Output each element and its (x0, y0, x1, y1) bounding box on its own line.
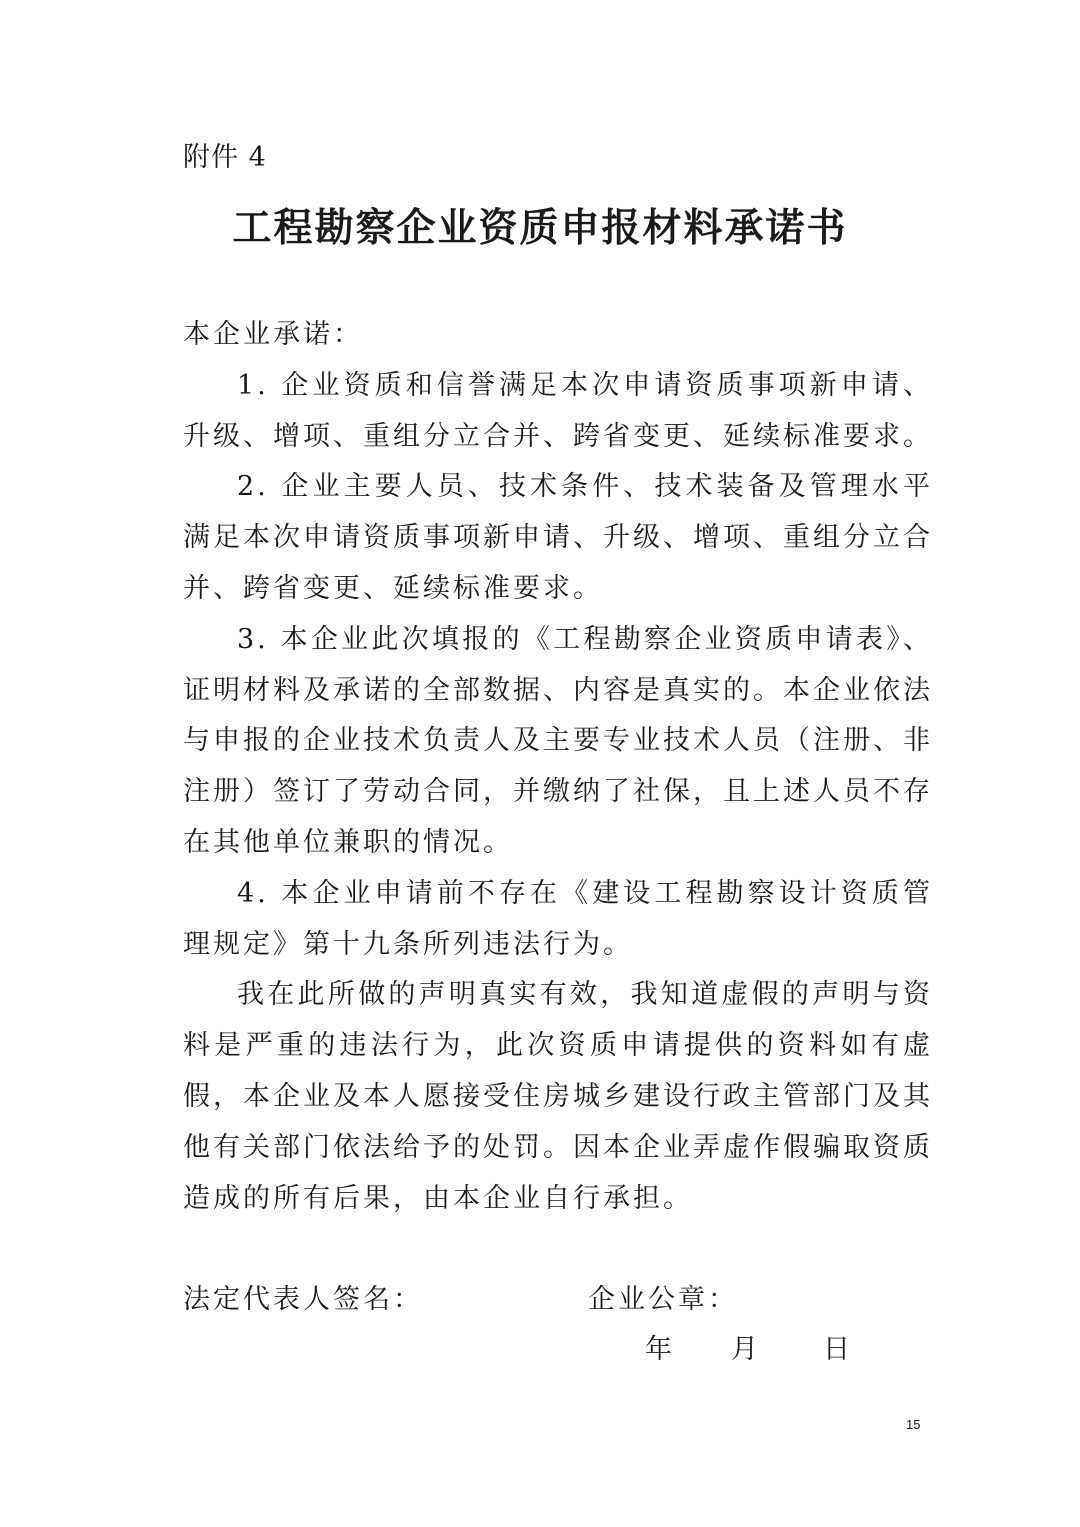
document-title: 工程勘察企业资质申报材料承诺书 (232, 205, 848, 251)
page-number: 15 (906, 1417, 921, 1432)
opening-line: 本企业承诺： (183, 319, 363, 350)
signature-row (183, 1277, 933, 1327)
date-day-label: 日 (823, 1334, 850, 1365)
date-month-label: 月 (731, 1334, 758, 1365)
commitment-body (183, 310, 933, 1224)
date-year-label: 年 (645, 1334, 672, 1365)
commitment-item-2: 2. 企业主要人员、技术条件、技术装备及管理水平满足本次申请资质事项新申请、升级、增项、重组分立合并、跨省变更、延续标准要求。 (183, 471, 933, 604)
attachment-label: 附件 4 (183, 142, 267, 173)
declaration-paragraph: 我在此所做的声明真实有效，我知道虚假的声明与资料是严重的违法行为，此次资质申请提供的资料如有虚假，本企业及本人愿接受住房城乡建设行政主管部门及其他有关部门依法给予的处罚。因本企业弄虚作假骗取资质造成的所有后果，由本企业自行承担。 (183, 979, 933, 1214)
commitment-item-1: 1. 企业资质和信誉满足本次申请资质事项新申请、升级、增项、重组分立合并、跨省变更、延续标准要求。 (183, 369, 933, 452)
commitment-item-3: 3. 本企业此次填报的《工程勘察企业资质申请表》、证明材料及承诺的全部数据、内容是真实的。本企业依法与申报的企业技术负责人及主要专业技术人员（注册、非注册）签订了劳动合同，并缴纳了社保，且上述人员不存在其他单位兼职的情况。 (183, 623, 933, 858)
commitment-item-4: 4. 本企业申请前不存在《建设工程勘察设计资质管理规定》第十九条所列违法行为。 (183, 877, 933, 960)
legal-representative-signature-label: 法定代表人签名： (183, 1284, 423, 1315)
company-seal-label: 企业公章： (588, 1284, 738, 1315)
